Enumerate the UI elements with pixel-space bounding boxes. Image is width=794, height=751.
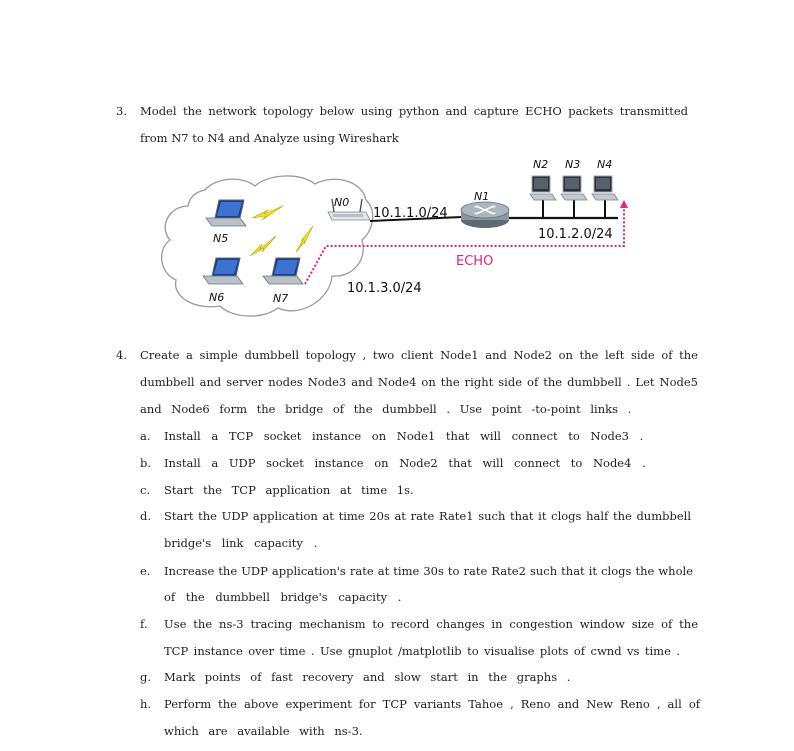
item-d-text-line-2: bridge's link capacity . bbox=[164, 536, 318, 550]
item-b-marker: b. bbox=[140, 456, 152, 470]
item-c-text: Start the TCP application at time 1s. bbox=[164, 483, 414, 497]
question-4-text-line-2: dumbbell and server nodes Node3 and Node4 on the right side of the dumbbell . Let Node5 bbox=[140, 375, 698, 389]
label-n2: N2 bbox=[533, 158, 549, 171]
item-f-text-line-1: Use the ns-3 tracing mechanism to record changes in congestion window size of the bbox=[164, 617, 698, 631]
item-d-text-line-1: Start the UDP application at time 20s at rate Rate1 such that it clogs half the dumbbell bbox=[164, 509, 691, 523]
item-a-text: Install a TCP socket instance on Node1 that will connect to Node3 . bbox=[164, 429, 644, 443]
label-n3: N3 bbox=[565, 158, 581, 171]
item-e-text-line-1: Increase the UDP application's rate at time 30s to rate Rate2 such that it clogs the whole bbox=[164, 564, 693, 578]
item-g-text: Mark points of fast recovery and slow start in the graphs . bbox=[164, 670, 571, 684]
item-a-marker: a. bbox=[140, 429, 151, 443]
echo-arrow-icon bbox=[620, 200, 628, 208]
item-c-marker: c. bbox=[140, 483, 151, 497]
label-n4: N4 bbox=[597, 158, 613, 171]
item-h-marker: h. bbox=[140, 697, 152, 711]
label-net2: 10.1.2.0/24 bbox=[538, 227, 613, 242]
computer-icon-n4 bbox=[592, 176, 618, 200]
question-4-number: 4. bbox=[116, 348, 127, 362]
question-4-text-line-3: and Node6 form the bridge of the dumbbell . Use point -to-point links . bbox=[140, 402, 632, 416]
item-b-text: Install a UDP socket instance on Node2 that will connect to Node4 . bbox=[164, 456, 646, 470]
computer-icon-n2 bbox=[530, 176, 556, 200]
label-n7: N7 bbox=[273, 292, 289, 305]
question-3-text-line-2: from N7 to N4 and Analyze using Wireshark bbox=[140, 131, 399, 145]
item-d-marker: d. bbox=[140, 509, 152, 523]
item-f-text-line-2: TCP instance over time . Use gnuplot /matplotlib to visualise plots of cwnd vs time . bbox=[164, 644, 680, 658]
question-4-text-line-1: Create a simple dumbbell topology , two client Node1 and Node2 on the left side of the bbox=[140, 348, 698, 362]
item-e-text-line-2: of the dumbbell bridge's capacity . bbox=[164, 590, 402, 604]
computer-icon-n3 bbox=[561, 176, 587, 200]
label-n5: N5 bbox=[213, 232, 229, 245]
question-3-number: 3. bbox=[116, 104, 127, 118]
label-echo: ECHO bbox=[456, 254, 494, 269]
item-h-text-line-2: which are available with ns-3. bbox=[164, 724, 363, 738]
item-e-marker: e. bbox=[140, 564, 151, 578]
label-net3: 10.1.3.0/24 bbox=[347, 281, 422, 296]
label-n1: N1 bbox=[474, 190, 490, 203]
label-n6: N6 bbox=[209, 291, 225, 304]
item-f-marker: f. bbox=[140, 617, 148, 631]
label-net1: 10.1.1.0/24 bbox=[373, 206, 448, 221]
item-h-text-line-1: Perform the above experiment for TCP variants Tahoe , Reno and New Reno , all of bbox=[164, 697, 700, 711]
router-icon-n1 bbox=[461, 202, 509, 228]
question-3-text-line-1: Model the network topology below using python and capture ECHO packets transmitted bbox=[140, 104, 688, 118]
label-n0: N0 bbox=[334, 196, 350, 209]
item-g-marker: g. bbox=[140, 670, 152, 684]
